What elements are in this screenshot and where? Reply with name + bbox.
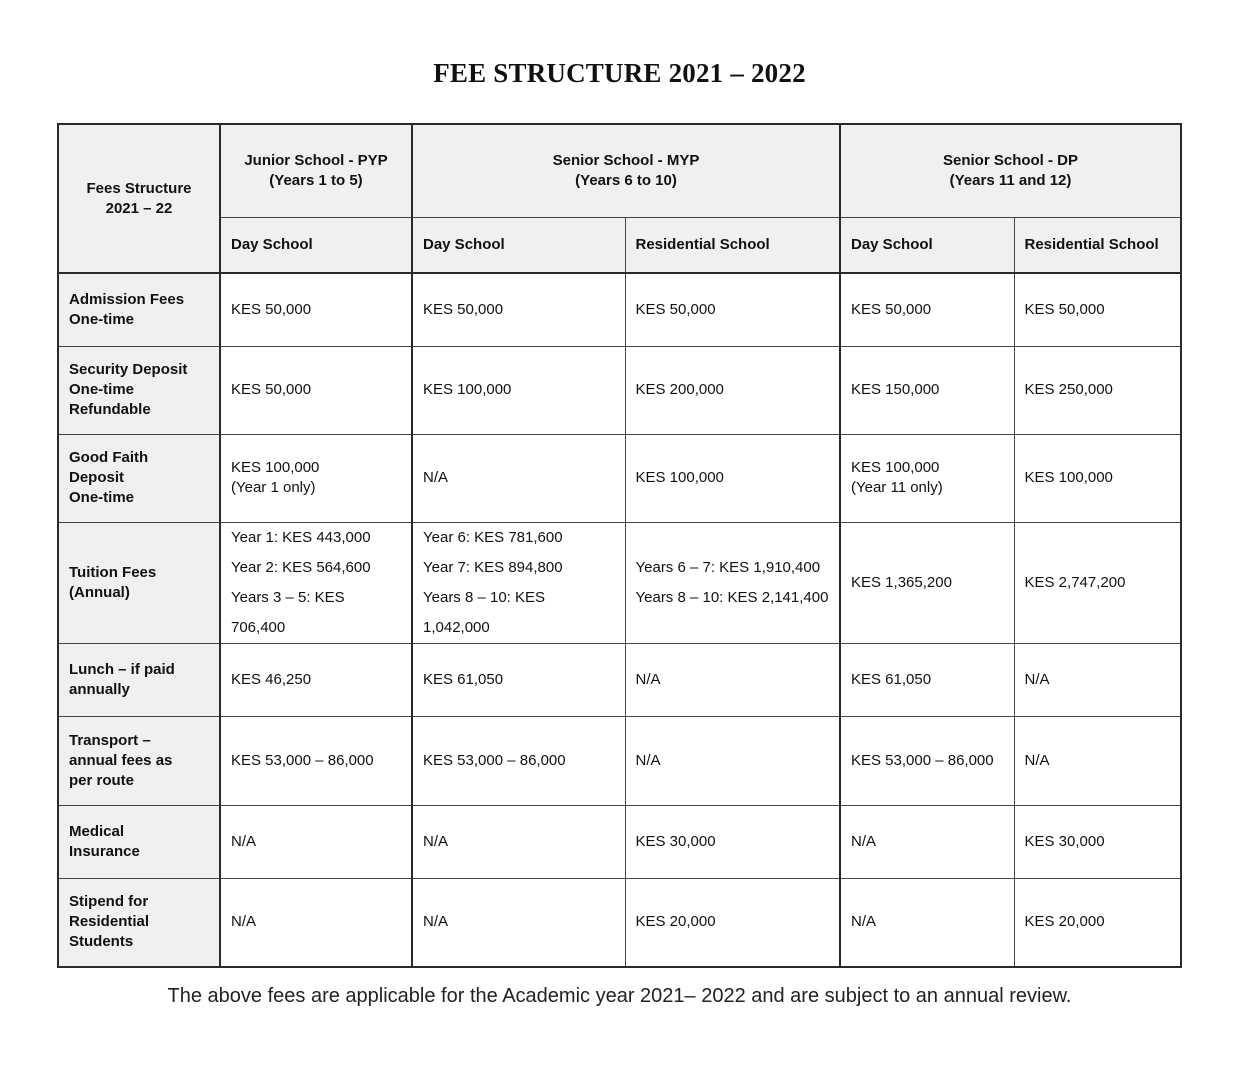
cell-myp-residential <box>625 805 840 878</box>
row-label-line: annual fees as <box>69 751 173 769</box>
cell-myp-day <box>412 878 625 967</box>
cell-value: KES 30,000 <box>1024 832 1105 850</box>
cell-pyp-day <box>220 716 412 805</box>
cell-value: KES 20,000 <box>1024 913 1105 931</box>
cell-note: (Year 1 only) <box>231 479 316 496</box>
cell-dp-day <box>840 805 1014 878</box>
table-row-good-faith-deposit <box>58 434 1181 522</box>
row-label-line: Security Deposit <box>69 361 188 378</box>
cell-dp-residential <box>1014 346 1181 434</box>
fee-structure-table <box>57 123 1182 968</box>
cell-value: N/A <box>635 670 661 688</box>
row-label <box>58 878 220 967</box>
cell-value: Years 3 – 5: KES 706,400 <box>231 588 345 636</box>
subheader-pyp-day: Day School <box>220 217 412 273</box>
cell-value: KES 200,000 <box>635 381 724 398</box>
cell-dp-day <box>840 346 1014 434</box>
row-label-line: Good Faith <box>69 449 149 466</box>
cell-myp-day <box>412 643 625 716</box>
group-header-senior-dp <box>840 124 1181 217</box>
row-label <box>58 273 220 346</box>
cell-dp-residential <box>1014 434 1181 522</box>
cell-dp-day <box>840 273 1014 346</box>
cell-value: KES 2,747,200 <box>1024 573 1126 591</box>
cell-value: KES 100,000 <box>231 459 320 476</box>
cell-value: KES 53,000 – 86,000 <box>423 751 566 769</box>
group-header-years: (Years 11 and 12) <box>949 171 1072 189</box>
group-header-title: Senior School - DP <box>943 151 1079 169</box>
cell-myp-residential <box>625 878 840 967</box>
table-row-security-deposit <box>58 346 1181 434</box>
row-label-line: Refundable <box>69 401 151 418</box>
cell-value: N/A <box>423 469 449 486</box>
cell-value: N/A <box>423 832 449 850</box>
group-header-years: (Years 6 to 10) <box>575 171 677 189</box>
cell-pyp-day <box>220 643 412 716</box>
cell-myp-day <box>412 346 625 434</box>
cell-dp-day <box>840 716 1014 805</box>
row-label-line: annually <box>69 680 130 698</box>
subheader-myp-residential: Residential School <box>625 217 840 273</box>
row-label-line: One-time <box>69 310 135 328</box>
table-row-medical-insurance <box>58 805 1181 878</box>
cell-value: Year 6: KES 781,600 <box>423 528 563 546</box>
cell-pyp-day <box>220 346 412 434</box>
row-label-line: Residential <box>69 913 150 931</box>
corner-header-line1: Fees Structure <box>86 179 192 197</box>
cell-myp-residential <box>625 434 840 522</box>
cell-myp-day <box>412 273 625 346</box>
subheader-dp-residential: Residential School <box>1014 217 1181 273</box>
row-label-line: (Annual) <box>69 583 130 601</box>
cell-pyp-day <box>220 805 412 878</box>
row-label-line: One-time <box>69 489 135 506</box>
cell-value: Years 6 – 7: KES 1,910,400 <box>635 558 821 576</box>
cell-myp-day <box>412 434 625 522</box>
subheader-dp-day: Day School <box>840 217 1014 273</box>
cell-value: KES 1,365,200 <box>851 573 952 591</box>
table-row-transport <box>58 716 1181 805</box>
group-header-title: Senior School - MYP <box>552 151 700 169</box>
cell-value: KES 50,000 <box>231 300 312 318</box>
cell-dp-day <box>840 643 1014 716</box>
cell-value: KES 20,000 <box>635 913 716 931</box>
cell-value: KES 100,000 <box>635 469 724 486</box>
cell-value: N/A <box>1024 670 1050 688</box>
cell-pyp-day <box>220 522 412 643</box>
row-label <box>58 522 220 643</box>
cell-value: Years 8 – 10: KES 1,042,000 <box>423 588 546 636</box>
cell-value: Years 8 – 10: KES 2,141,400 <box>635 588 829 606</box>
cell-value: N/A <box>423 913 449 931</box>
cell-value: KES 61,050 <box>423 670 504 688</box>
cell-dp-residential <box>1014 805 1181 878</box>
cell-dp-day <box>840 522 1014 643</box>
cell-value: KES 30,000 <box>635 832 716 850</box>
row-label-line: Transport – <box>69 731 151 749</box>
group-header-years: (Years 1 to 5) <box>269 171 363 189</box>
group-header-title: Junior School - PYP <box>244 151 388 169</box>
table-row-tuition-fees <box>58 522 1181 643</box>
row-label-line: Lunch – if paid <box>69 660 175 678</box>
cell-pyp-day <box>220 878 412 967</box>
cell-value: Year 2: KES 564,600 <box>231 558 371 576</box>
row-label <box>58 346 220 434</box>
cell-value: KES 250,000 <box>1024 381 1113 398</box>
row-label-line: Insurance <box>69 842 140 860</box>
cell-pyp-day <box>220 434 412 522</box>
cell-dp-residential <box>1014 716 1181 805</box>
row-label-line: Stipend for <box>69 893 149 911</box>
cell-value: KES 61,050 <box>851 670 932 688</box>
cell-value: KES 150,000 <box>851 381 940 398</box>
cell-value: N/A <box>851 913 877 931</box>
cell-value: Year 1: KES 443,000 <box>231 528 371 546</box>
row-label-line: Tuition Fees <box>69 563 157 581</box>
table-row-stipend <box>58 878 1181 967</box>
corner-header-line2: 2021 – 22 <box>105 199 173 217</box>
table-row-admission-fees <box>58 273 1181 346</box>
subheader-myp-day: Day School <box>412 217 625 273</box>
row-label <box>58 643 220 716</box>
cell-myp-residential <box>625 346 840 434</box>
cell-note: (Year 11 only) <box>851 479 943 496</box>
cell-value: Year 7: KES 894,800 <box>423 558 563 576</box>
cell-value: N/A <box>231 832 257 850</box>
cell-value: N/A <box>231 913 257 931</box>
cell-value: KES 50,000 <box>1024 300 1105 318</box>
group-header-senior-myp <box>412 124 840 217</box>
cell-dp-residential <box>1014 273 1181 346</box>
cell-myp-day <box>412 805 625 878</box>
row-label-line: One-time <box>69 381 135 398</box>
row-label <box>58 716 220 805</box>
row-label-line: Medical <box>69 822 125 840</box>
cell-pyp-day <box>220 273 412 346</box>
group-header-junior-pyp <box>220 124 412 217</box>
row-label <box>58 434 220 522</box>
cell-value: KES 46,250 <box>231 670 312 688</box>
cell-myp-day <box>412 522 625 643</box>
cell-value: KES 50,000 <box>635 300 716 318</box>
row-label-line: Students <box>69 933 134 951</box>
cell-value: KES 53,000 – 86,000 <box>851 751 994 769</box>
cell-value: KES 53,000 – 86,000 <box>231 751 374 769</box>
cell-value: N/A <box>851 832 877 850</box>
cell-myp-residential <box>625 273 840 346</box>
row-label <box>58 805 220 878</box>
cell-myp-residential <box>625 716 840 805</box>
cell-myp-residential <box>625 522 840 643</box>
cell-value: KES 50,000 <box>851 300 932 318</box>
footer-note: The above fees are applicable for the Academic year 2021– 2022 and are subject to an annual review. <box>167 985 1072 1007</box>
cell-value: N/A <box>635 751 661 769</box>
cell-value: KES 100,000 <box>851 459 940 476</box>
row-label-line: Admission Fees <box>69 290 185 308</box>
cell-dp-day <box>840 434 1014 522</box>
cell-dp-residential <box>1014 522 1181 643</box>
cell-myp-residential <box>625 643 840 716</box>
row-label-line: per route <box>69 771 135 789</box>
cell-value: N/A <box>1024 751 1050 769</box>
cell-dp-residential <box>1014 643 1181 716</box>
cell-value: KES 50,000 <box>423 300 504 318</box>
cell-value: KES 100,000 <box>423 381 512 398</box>
corner-header <box>58 124 220 273</box>
document-title: FEE STRUCTURE 2021 – 2022 <box>433 58 806 88</box>
cell-value: KES 50,000 <box>231 381 312 398</box>
row-label-line: Deposit <box>69 469 125 486</box>
table-row-lunch <box>58 643 1181 716</box>
cell-dp-day <box>840 878 1014 967</box>
cell-dp-residential <box>1014 878 1181 967</box>
cell-myp-day <box>412 716 625 805</box>
cell-value: KES 100,000 <box>1024 469 1113 486</box>
